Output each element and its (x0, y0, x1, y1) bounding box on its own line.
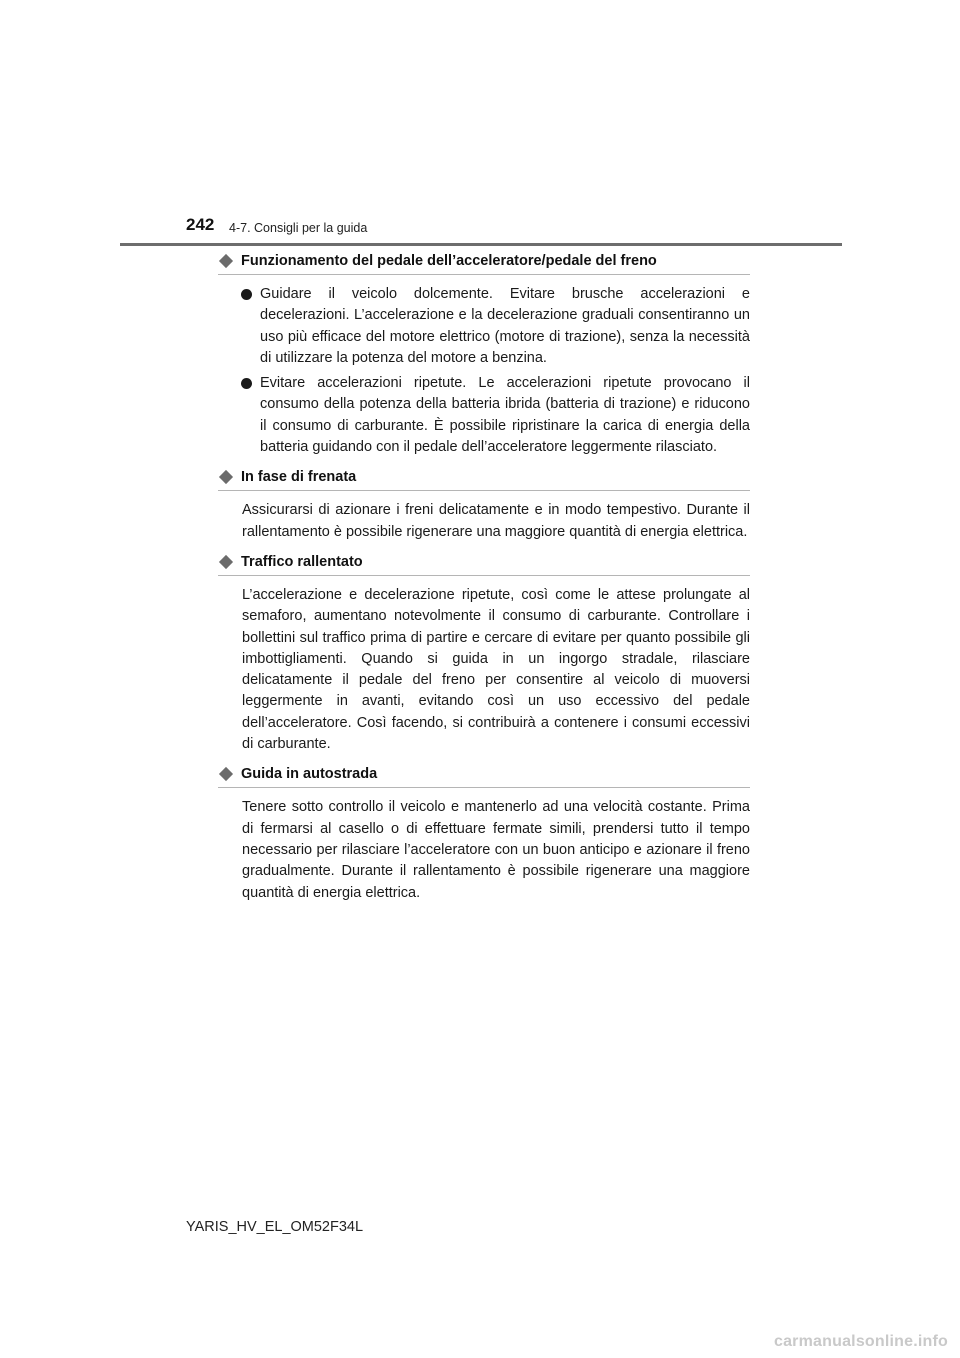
section-paragraph: L’accelerazione e decelerazione ripetute, così come le attese prolungate al semaforo, aumentano notevolmente il consumo di carburante. Controllare i bollettini sul traffico prima di partire e cercare di evitare per quanto possibile gli imbottigliamenti. Quando si guida in un ingorgo stradale, rilasciare delicatamente il pedale del freno per consentire al veicolo di muoversi leggermente in avanti, evitando così un uso eccessivo del pedale dell’acceleratore. Così facendo, si contribuirà a contenere i consumi eccessivi di carburante. (242, 586, 750, 753)
bullet-dot-icon (241, 289, 252, 300)
section-pedals (218, 251, 750, 458)
list-item-text: Evitare accelerazioni ripetute. Le accelerazioni ripetute provocano il consumo della potenza della batteria ibrida (batteria di trazione) e riducono il consumo di carburante. È possibile ripristinare la carica di energia della batteria guidando con il pedale dell’acceleratore leggermente rilasciato. (260, 375, 750, 456)
list-item (218, 284, 750, 369)
section-paragraph: Assicurarsi di azionare i freni delicatamente e in modo tempestivo. Durante il rallentamento è possibile rigenerare una maggiore quantità di energia elettrica. (242, 502, 750, 540)
bullet-dot-icon (241, 378, 252, 389)
section-heading (218, 251, 750, 275)
diamond-bullet-icon (219, 555, 233, 569)
section-title: In fase di frenata (241, 469, 357, 486)
section-heading (218, 467, 750, 491)
diamond-bullet-icon (219, 254, 233, 268)
section-braking (218, 467, 750, 543)
document-code: YARIS_HV_EL_OM52F34L (186, 1219, 364, 1235)
section-heading (218, 764, 750, 788)
diamond-bullet-icon (219, 470, 233, 484)
section-title: Funzionamento del pedale dell’acceleratore/pedale del freno (241, 253, 657, 269)
list-item (218, 373, 750, 458)
main-content (218, 251, 750, 913)
chapter-title: 4-7. Consigli per la guida (229, 221, 368, 235)
section-paragraph: Tenere sotto controllo il veicolo e mantenerlo ad una velocità costante. Prima di fermarsi al casello o di effettuare fermate simili, prendersi tutto il tempo necessario per rilasciare l’acceleratore con un buon anticipo e azionare il freno gradualmente. Durante il rallentamento è possibile rigenerare una maggiore quantità di energia elettrica. (242, 799, 750, 901)
page-number: 242 (186, 215, 215, 234)
list-item-text: Guidare il veicolo dolcemente. Evitare brusche accelerazioni e decelerazioni. L’accelerazione e la decelerazione graduali consentiranno un uso più efficace del motore elettrico (motore di trazione), senza la necessità di utilizzare la potenza del motore a benzina. (260, 286, 750, 366)
section-title: Guida in autostrada (241, 766, 378, 783)
section-highway (218, 764, 750, 903)
section-heading (218, 552, 750, 576)
section-slow-traffic (218, 552, 750, 755)
section-title: Traffico rallentato (241, 553, 363, 570)
diamond-bullet-icon (219, 767, 233, 781)
watermark: carmanualsonline.info (773, 1333, 948, 1350)
header-rule (120, 243, 842, 246)
